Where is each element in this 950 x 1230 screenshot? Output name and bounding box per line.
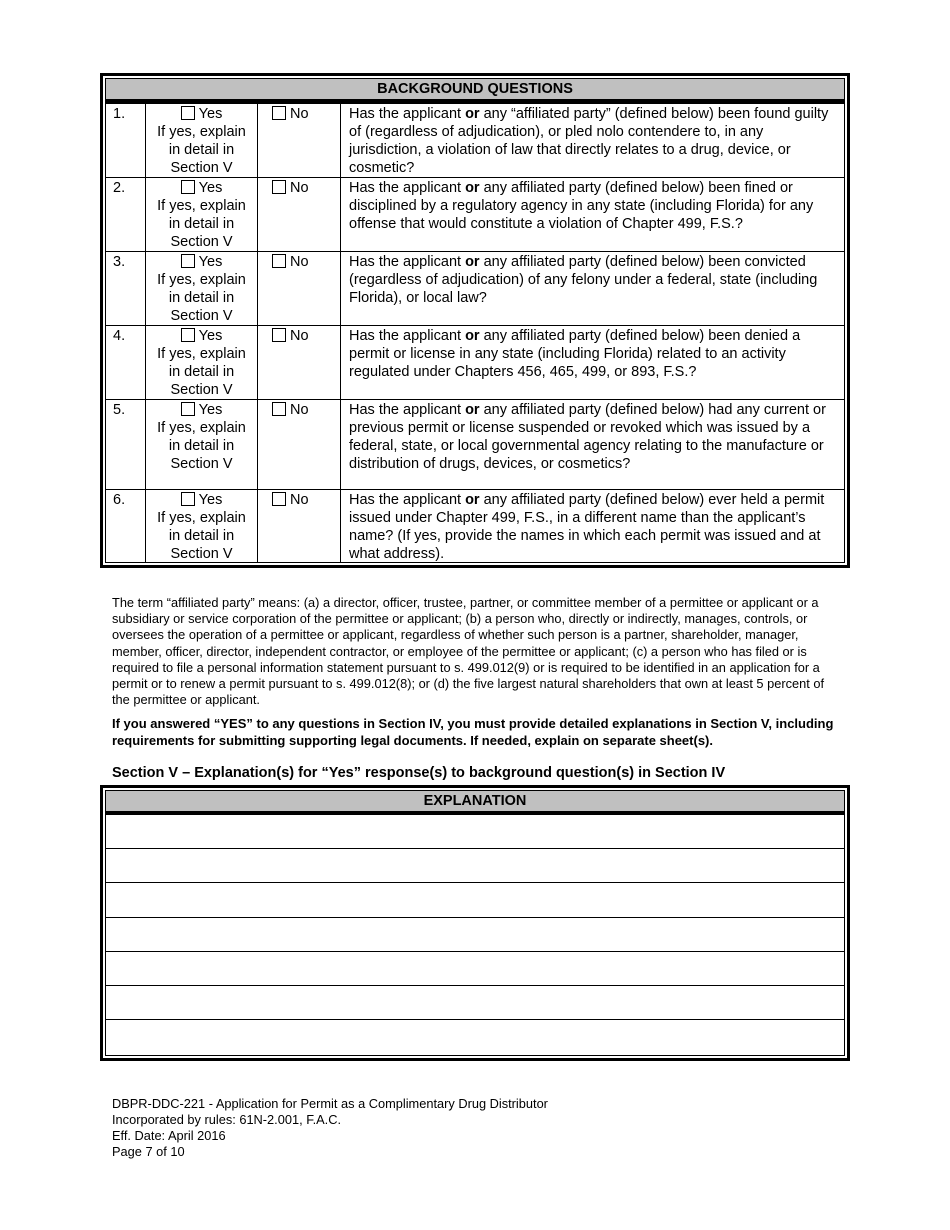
no-cell xyxy=(258,400,341,490)
section-v-title: Section V – Explanation(s) for “Yes” response(s) to background question(s) in Section IV xyxy=(112,765,726,781)
question-text-pre: Has the applicant xyxy=(349,402,466,418)
yes-checkbox[interactable] xyxy=(181,106,195,120)
no-cell xyxy=(258,178,341,252)
no-label: No xyxy=(290,328,309,344)
yes-instruction-2: in detail in xyxy=(168,142,235,158)
explanation-line[interactable] xyxy=(106,815,844,849)
no-cell xyxy=(258,490,341,564)
yes-label: Yes xyxy=(198,402,223,418)
no-checkbox[interactable] xyxy=(272,254,286,268)
no-label: No xyxy=(290,492,309,508)
yes-cell xyxy=(146,104,258,178)
question-text-bold: or xyxy=(465,106,480,122)
yes-instruction-3: Section V xyxy=(170,160,233,176)
background-questions-table xyxy=(100,73,850,568)
yes-checkbox[interactable] xyxy=(181,328,195,342)
question-text-pre: Has the applicant xyxy=(349,180,466,196)
yes-instruction-1: If yes, explain xyxy=(157,272,246,288)
question-row-4 xyxy=(106,326,844,400)
yes-instruction-1: If yes, explain xyxy=(157,346,246,362)
question-row-3 xyxy=(106,252,844,326)
yes-checkbox[interactable] xyxy=(181,254,195,268)
question-number: 2. xyxy=(106,178,146,252)
yes-cell xyxy=(146,252,258,326)
footer-rules: Incorporated by rules: 61N-2.001, F.A.C. xyxy=(112,1112,342,1127)
question-row-6 xyxy=(106,490,844,564)
yes-checkbox[interactable] xyxy=(181,180,195,194)
explanation-line[interactable] xyxy=(106,849,844,883)
no-checkbox[interactable] xyxy=(272,180,286,194)
yes-instruction-2: in detail in xyxy=(168,438,235,454)
question-text-post: any affiliated party (defined below) had any current or previous permit or license suspended or revoked which was issued by a federal, state, or local governmental agency relating to the manufacture or distribution of drugs, devices, or cosmetics? xyxy=(349,402,826,472)
question-number: 6. xyxy=(106,490,146,564)
no-cell xyxy=(258,252,341,326)
question-text-pre: Has the applicant xyxy=(349,106,466,122)
no-checkbox[interactable] xyxy=(272,328,286,342)
question-text xyxy=(341,400,845,490)
yes-cell xyxy=(146,178,258,252)
question-text-post: any affiliated party (defined below) been convicted (regardless of adjudication) of any felony under a federal, state (including Florida), or local law? xyxy=(349,254,818,306)
question-text-post: any affiliated party (defined below) ever held a permit issued under Chapter 499, F.S., in a different name than the applicant’s name? (If yes, provide the names in which each permit was issued and at what address). xyxy=(349,492,825,562)
yes-checkbox[interactable] xyxy=(181,402,195,416)
no-label: No xyxy=(290,402,309,418)
yes-cell xyxy=(146,326,258,400)
explanation-line[interactable] xyxy=(106,918,844,952)
no-cell xyxy=(258,104,341,178)
question-number: 4. xyxy=(106,326,146,400)
explanation-line[interactable] xyxy=(106,986,844,1020)
yes-label: Yes xyxy=(198,180,223,196)
no-label: No xyxy=(290,180,309,196)
page-footer xyxy=(112,1096,548,1160)
explanation-table xyxy=(100,785,850,1061)
question-text-bold: or xyxy=(465,328,480,344)
question-text-bold: or xyxy=(465,180,480,196)
question-number: 5. xyxy=(106,400,146,490)
question-text-bold: or xyxy=(465,254,480,270)
affiliated-party-definition: The term “affiliated party” means: (a) a director, officer, trustee, partner, or committee member of a permittee or applicant or a subsidiary or service corporation of the permittee or applicant; (b) a person who, directly or indirectly, manages, controls, or oversees the operation of a permittee or applicant, regardless of whether such person is a partner, shareholder, manager, member, officer, director, independent contractor, or employee of the permittee or applicant; (c) a person who has filed or is required to file a personal information statement pursuant to s. 499.012(9) or is required to be identified in an application for a permit or to renew a permit pursuant to s. 499.012(8); or (d) the five largest natural shareholders that own at least 5 percent of the permittee or applicant. xyxy=(112,595,825,708)
question-text xyxy=(341,490,845,564)
yes-instruction-2: in detail in xyxy=(168,528,235,544)
question-text-pre: Has the applicant xyxy=(349,328,466,344)
yes-label: Yes xyxy=(198,492,223,508)
footer-eff-date: Eff. Date: April 2016 xyxy=(112,1128,226,1143)
explanation-lines xyxy=(106,815,844,1054)
yes-cell xyxy=(146,490,258,564)
question-text-post: any affiliated party (defined below) been fined or disciplined by a regulatory agency in any state (including Florida) for any offense that would constitute a violation of Chapter 499, F.S.? xyxy=(349,180,814,232)
question-text xyxy=(341,326,845,400)
question-text-bold: or xyxy=(465,492,480,508)
yes-checkbox[interactable] xyxy=(181,492,195,506)
explanation-line[interactable] xyxy=(106,1020,844,1054)
yes-label: Yes xyxy=(198,106,223,122)
question-text-pre: Has the applicant xyxy=(349,254,466,270)
yes-instruction-3: Section V xyxy=(170,382,233,398)
yes-instruction-3: Section V xyxy=(170,308,233,324)
yes-instruction-2: in detail in xyxy=(168,364,235,380)
yes-instruction-3: Section V xyxy=(170,546,233,562)
yes-instruction-2: in detail in xyxy=(168,216,235,232)
background-questions-header: BACKGROUND QUESTIONS xyxy=(106,79,844,103)
question-row-2 xyxy=(106,178,844,252)
explanation-line[interactable] xyxy=(106,952,844,986)
question-text xyxy=(341,252,845,326)
background-questions-inner xyxy=(105,78,845,563)
question-text-post: any affiliated party (defined below) been denied a permit or license in any state (including Florida) related to an activity regulated under Chapters 456, 465, 499, or 893, F.S.? xyxy=(349,328,801,380)
question-text-post: any “affiliated party” (defined below) been found guilty of (regardless of adjudication), or pled nolo contendere to, in any jurisdiction, a violation of law that directly relates to a drug, device, or cosmetic? xyxy=(349,106,829,176)
no-checkbox[interactable] xyxy=(272,402,286,416)
question-text xyxy=(341,178,845,252)
yes-instruction-1: If yes, explain xyxy=(157,420,246,436)
section-v-instruction: If you answered “YES” to any questions in Section IV, you must provide detailed explanations in Section V, including requirements for submitting supporting legal documents. If needed, explain on separate sheet(s). xyxy=(112,716,834,748)
no-checkbox[interactable] xyxy=(272,106,286,120)
yes-instruction-3: Section V xyxy=(170,234,233,250)
question-number: 3. xyxy=(106,252,146,326)
yes-label: Yes xyxy=(198,254,223,270)
yes-label: Yes xyxy=(198,328,223,344)
footer-page-number: Page 7 of 10 xyxy=(112,1144,185,1159)
explanation-line[interactable] xyxy=(106,883,844,917)
question-row-1 xyxy=(106,104,844,178)
no-label: No xyxy=(290,254,309,270)
no-label: No xyxy=(290,106,309,122)
no-cell xyxy=(258,326,341,400)
yes-cell xyxy=(146,400,258,490)
explanation-header: EXPLANATION xyxy=(106,791,844,815)
explanation-inner xyxy=(105,790,845,1056)
question-row-5 xyxy=(106,400,844,490)
question-text-pre: Has the applicant xyxy=(349,492,466,508)
yes-instruction-1: If yes, explain xyxy=(157,124,246,140)
question-number: 1. xyxy=(106,104,146,178)
question-text xyxy=(341,104,845,178)
no-checkbox[interactable] xyxy=(272,492,286,506)
yes-instruction-1: If yes, explain xyxy=(157,510,246,526)
question-text-bold: or xyxy=(465,402,480,418)
yes-instruction-3: Section V xyxy=(170,456,233,472)
footer-form-id: DBPR-DDC-221 - Application for Permit as a Complimentary Drug Distributor xyxy=(112,1096,548,1111)
yes-instruction-2: in detail in xyxy=(168,290,235,306)
questions-grid xyxy=(106,103,844,563)
yes-instruction-1: If yes, explain xyxy=(157,198,246,214)
